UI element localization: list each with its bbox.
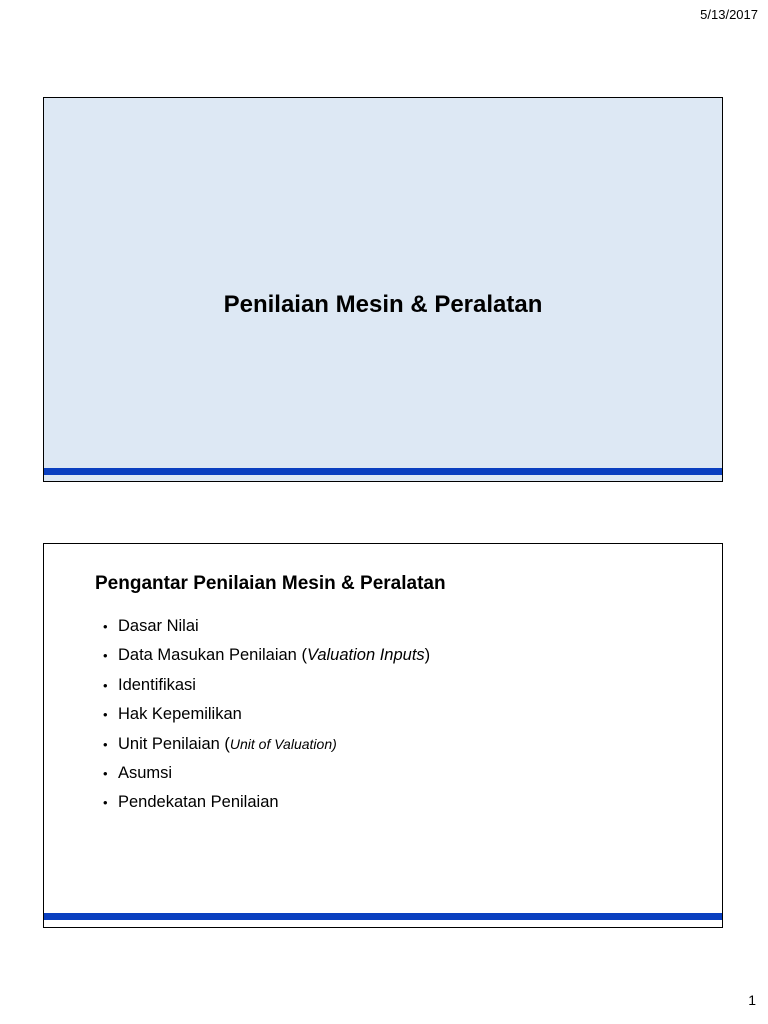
section-heading: Pengantar Penilaian Mesin & Peralatan: [95, 573, 446, 594]
list-item-text: Unit Penilaian (: [118, 734, 230, 753]
list-item-text: Dasar Nilai: [118, 617, 199, 635]
bullet-icon: •: [103, 648, 108, 664]
slide-bottom-band: [44, 468, 722, 475]
list-item: [103, 674, 430, 703]
list-item-text: Hak Kepemilikan: [118, 705, 242, 724]
list-item-emphasis: Valuation Inputs: [306, 646, 425, 665]
list-item-text: Asumsi: [118, 763, 173, 782]
bullet-icon: •: [103, 736, 108, 752]
bullet-icon: •: [103, 795, 108, 811]
list-item: [103, 615, 430, 644]
list-item-text: Pendekatan Penilaian: [118, 793, 279, 812]
bullet-list: [103, 615, 430, 821]
list-item-suffix: ): [424, 646, 431, 665]
page-number: 1: [748, 992, 756, 1008]
bullet-icon: •: [103, 619, 108, 634]
page-date: 5/13/2017: [700, 7, 758, 22]
list-item-text: Identifikasi: [118, 675, 196, 694]
bullet-icon: •: [103, 765, 108, 781]
bullet-icon: •: [103, 677, 108, 693]
slide-bottom-band: [44, 913, 722, 920]
list-item-text: Data Masukan Penilaian (: [118, 646, 307, 665]
list-item-emphasis: Unit of Valuation): [229, 735, 337, 752]
bullet-icon: •: [103, 707, 108, 723]
list-item: [103, 791, 430, 820]
list-item: [103, 762, 430, 791]
title-slide: [43, 97, 723, 482]
list-item: [103, 733, 430, 762]
slide-title: Penilaian Mesin & Peralatan: [223, 291, 543, 318]
list-item: [103, 703, 430, 732]
content-slide: [43, 543, 723, 928]
list-item: [103, 644, 430, 673]
